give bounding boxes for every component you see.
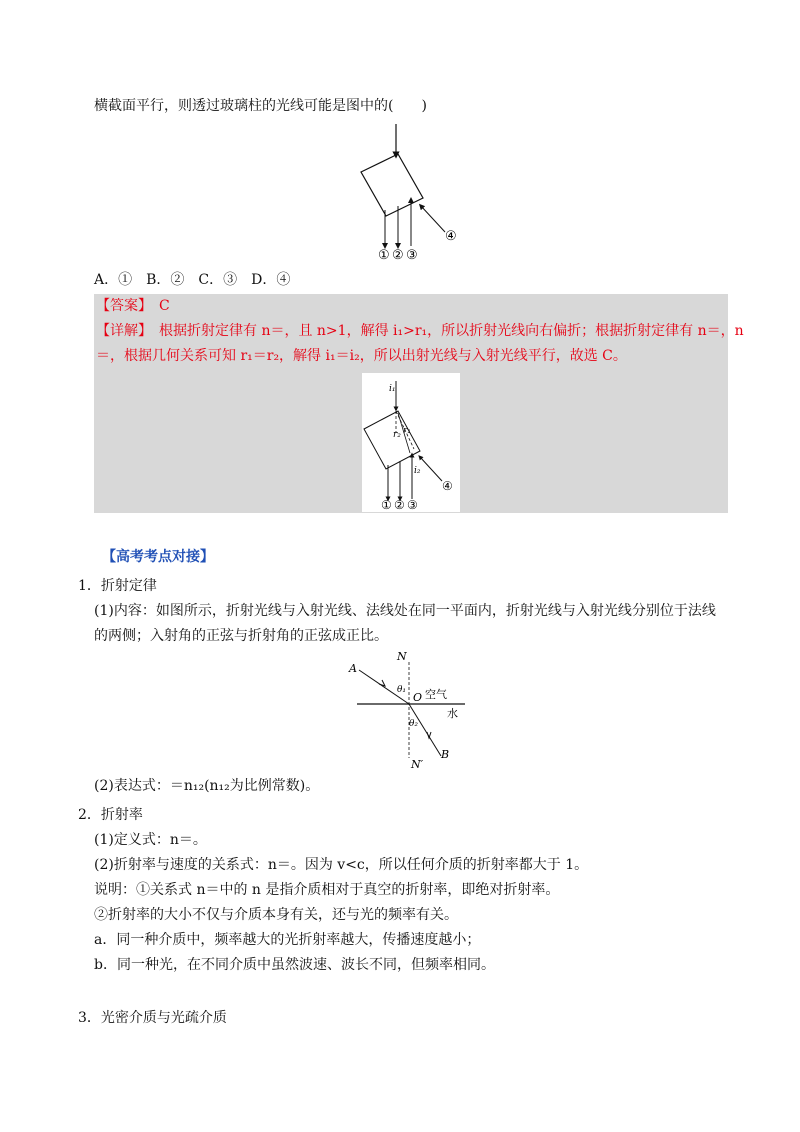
- label-3: ③: [406, 248, 418, 263]
- answer-line: [96, 296, 170, 316]
- question-stem: 横截面平行，则透过玻璃柱的光线可能是图中的( ): [94, 98, 427, 114]
- answer-value: C: [159, 298, 170, 314]
- item2-b: b．同一种光，在不同介质中虽然波速、波长不同，但频率相同。: [94, 957, 495, 973]
- item1-p2: (2)表达式：＝n₁₂(n₁₂为比例常数)。: [94, 778, 320, 794]
- label-theta1: θ₁: [397, 685, 407, 695]
- detail-tag: 【详解】: [96, 323, 145, 339]
- detail-text-1: 根据折射定律有 n＝，且 n>1，解得 i₁>r₁，所以折射光线向右偏折；根据折射定律有 n＝，n: [159, 323, 744, 339]
- label-A: A: [349, 662, 357, 675]
- answer-figure: [362, 373, 460, 512]
- item2-p2: (2)折射率与速度的关系式：n＝。因为 v<c，所以任何介质的折射率都大于 1。: [94, 857, 589, 873]
- label-2: ②: [392, 248, 404, 263]
- item2-title: 2．折射率: [78, 807, 143, 823]
- item2-note1: 说明：①关系式 n＝中的 n 是指介质相对于真空的折射率，即绝对折射率。: [94, 882, 560, 898]
- fig2-label-2: ②: [394, 498, 405, 512]
- label-r1: r₁: [403, 426, 411, 436]
- label-air: 空气: [425, 688, 447, 701]
- label-i2: i₂: [414, 466, 421, 476]
- label-1: ①: [378, 248, 390, 263]
- question-figure: [355, 122, 465, 264]
- refraction-figure: [345, 646, 475, 772]
- item2-p1: (1)定义式：n＝。: [94, 832, 207, 848]
- label-N: N: [397, 650, 407, 663]
- question-options: A．① B．② C．③ D．④: [94, 272, 291, 288]
- answer-tag: 【答案】: [96, 298, 145, 314]
- item3-title: 3．光密介质与光疏介质: [78, 1010, 227, 1026]
- label-i1: i₁: [389, 384, 396, 394]
- label-4: ④: [445, 229, 457, 244]
- fig2-label-4: ④: [442, 479, 453, 493]
- detail-line-1: [96, 321, 744, 341]
- label-Nprime: N′: [411, 758, 424, 771]
- label-theta2: θ₂: [409, 719, 419, 729]
- fig2-label-3: ③: [407, 498, 418, 512]
- item1-p1-line1: (1)内容：如图所示，折射光线与入射光线、法线处在同一平面内，折射光线与入射光线分别位于法线: [94, 603, 716, 619]
- label-r2: r₂: [393, 430, 401, 440]
- item2-a: a．同一种介质中，频率越大的光折射率越大，传播速度越小；: [94, 932, 481, 948]
- label-O: O: [413, 691, 423, 704]
- item1-title: 1．折射定律: [78, 578, 157, 594]
- item1-p1-line2: 的两侧；入射角的正弦与折射角的正弦成正比。: [94, 628, 388, 644]
- fig2-label-1: ①: [381, 498, 392, 512]
- item2-note2: ②折射率的大小不仅与介质本身有关，还与光的频率有关。: [94, 907, 458, 923]
- section-heading: 【高考考点对接】: [102, 549, 214, 565]
- label-B: B: [441, 748, 450, 761]
- detail-line-2: ＝，根据几何关系可知 r₁＝r₂，解得 i₁＝i₂，所以出射光线与入射光线平行，故选 C。: [96, 348, 627, 364]
- label-water: 水: [447, 707, 458, 720]
